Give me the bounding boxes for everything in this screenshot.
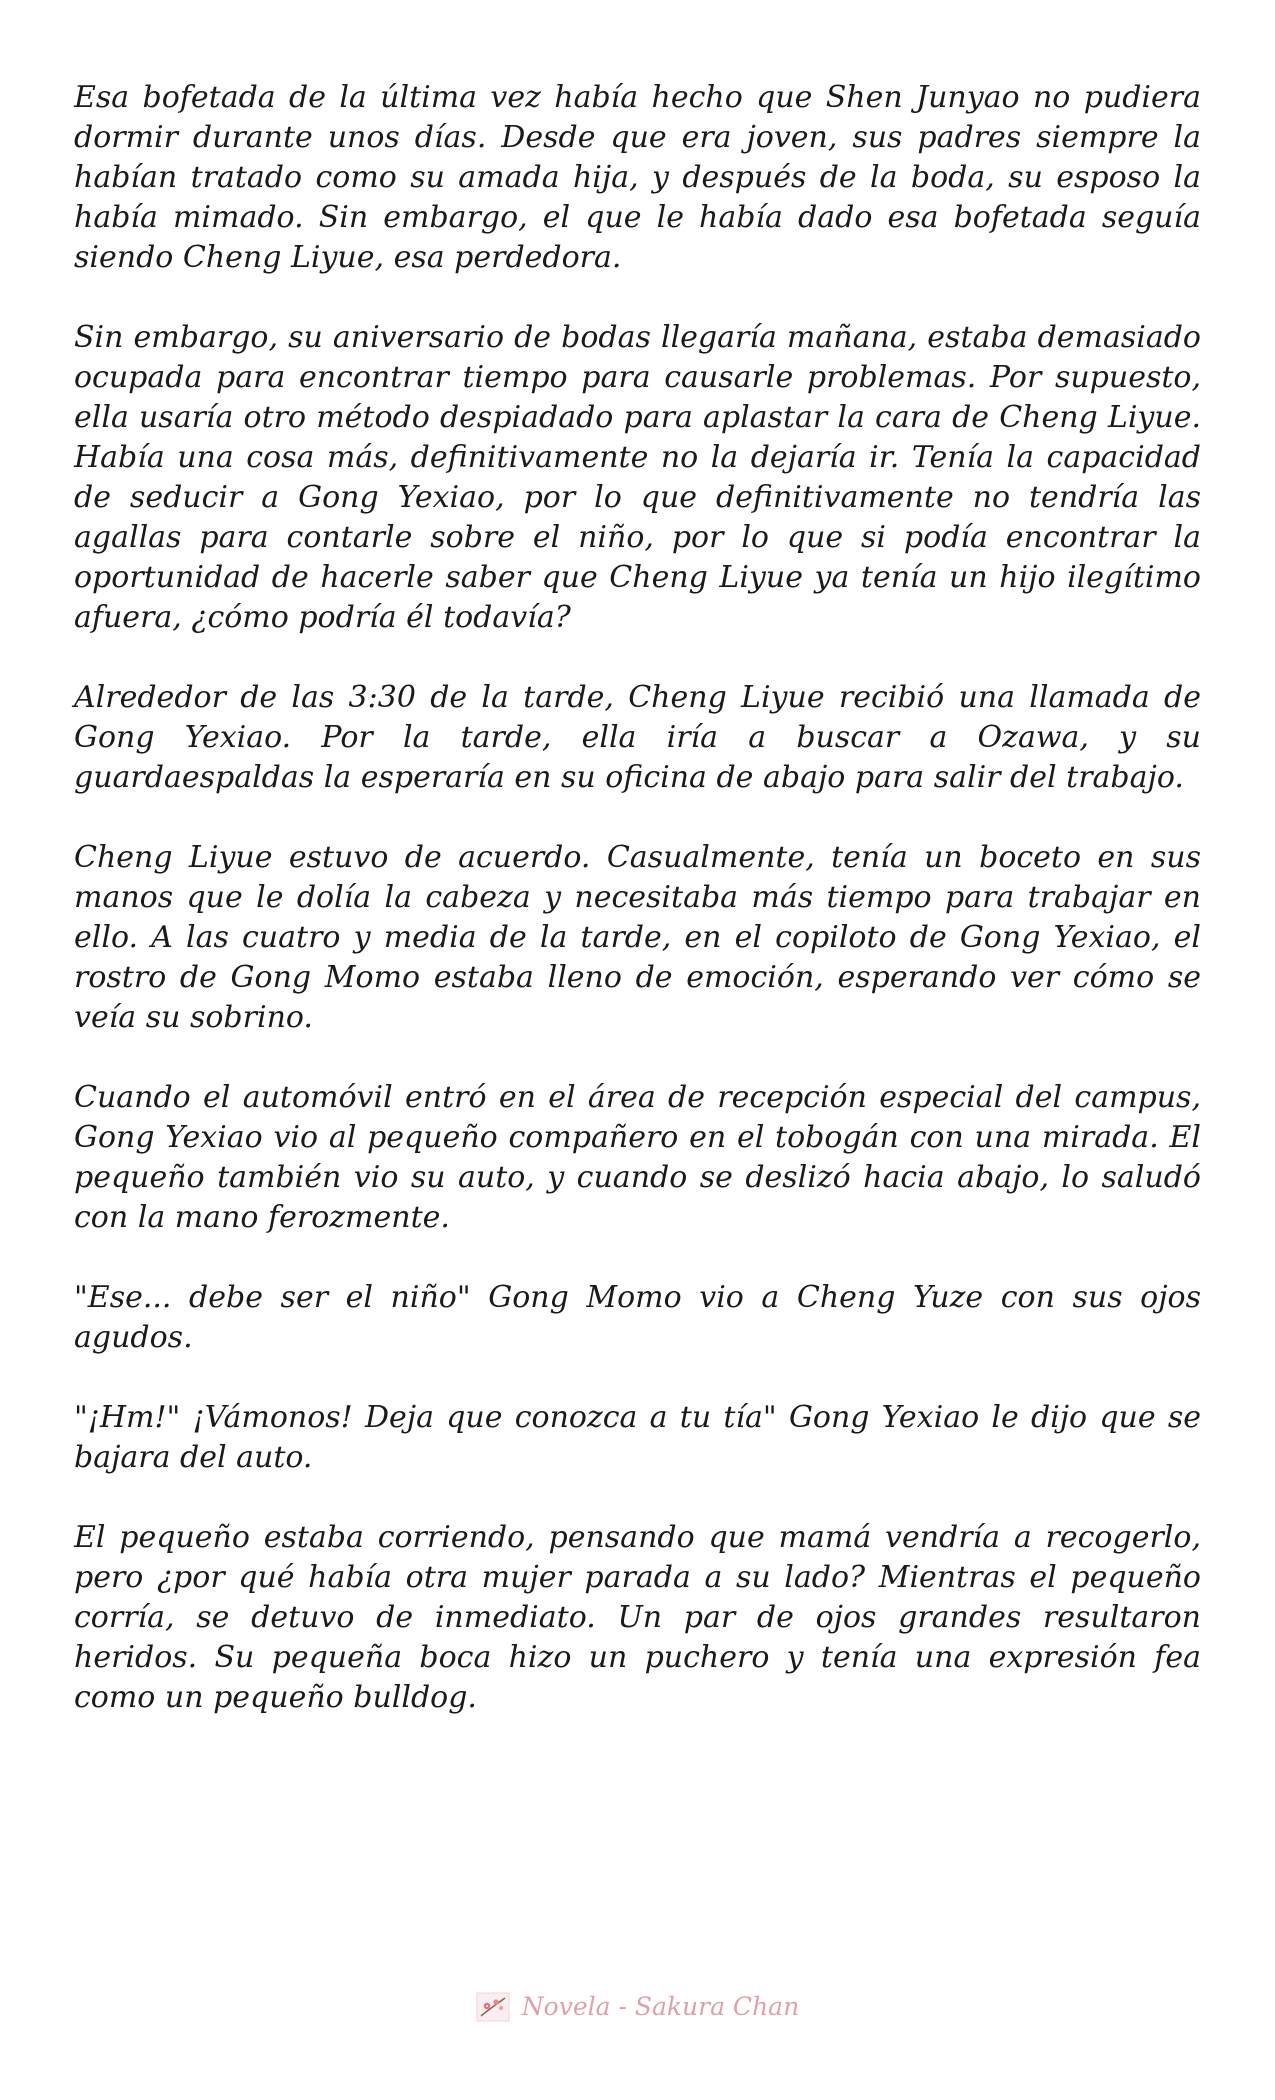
paragraph: "Ese... debe ser el niño" Gong Momo vio a Cheng Yuze con sus ojos agudos. — [74, 1280, 1201, 1355]
paragraph: "¡Hm!" ¡Vámonos! Deja que conozca a tu tía" Gong Yexiao le dijo que se bajara del auto. — [74, 1400, 1201, 1475]
paragraph: Cuando el automóvil entró en el área de recepción especial del campus, Gong Yexiao vio al pequeño compañero en el tobogán con una mirada. El pequeño también vio su auto, y cuando se deslizó hacia abajo, lo saludó con la mano ferozmente. — [74, 1080, 1201, 1235]
paragraph: El pequeño estaba corriendo, pensando que mamá vendría a recogerlo, pero ¿por qué había otra mujer parada a su lado? Mientras el pequeño corría, se detuvo de inmediato. Un par de ojos grandes resultaron heridos. Su pequeña boca hizo un puchero y tenía una expresión fea como un pequeño bulldog. — [74, 1520, 1201, 1715]
paragraph: Alrededor de las 3:30 de la tarde, Cheng Liyue recibió una llamada de Gong Yexiao. Por la tarde, ella iría a buscar a Ozawa, y su guardaespaldas la esperaría en su oficina de abajo para salir del trabajo. — [74, 680, 1201, 795]
watermark-text: Novela - Sakura Chan — [521, 1992, 800, 2021]
paragraph: Esa bofetada de la última vez había hecho que Shen Junyao no pudiera dormir durante unos días. Desde que era joven, sus padres siempre la habían tratado como su amada hija, y después de la boda, su esposo la había mimado. Sin embargo, el que le había dado esa bofetada seguía siendo Cheng Liyue, esa perdedora. — [74, 80, 1201, 275]
watermark-footer — [0, 1990, 1275, 2022]
cherry-blossom-icon — [476, 1992, 510, 2022]
paragraph: Sin embargo, su aniversario de bodas llegaría mañana, estaba demasiado ocupada para encontrar tiempo para causarle problemas. Por supuesto, ella usaría otro método despiadado para aplastar la cara de Cheng Liyue. Había una cosa más, definitivamente no la dejaría ir. Tenía la capacidad de seducir a Gong Yexiao, por lo que definitivamente no tendría las agallas para contarle sobre el niño, por lo que si podía encontrar la oportunidad de hacerle saber que Cheng Liyue ya tenía un hijo ilegítimo afuera, ¿cómo podría él todavía? — [74, 320, 1201, 635]
document-body — [74, 78, 1201, 1758]
paragraph: Cheng Liyue estuvo de acuerdo. Casualmente, tenía un boceto en sus manos que le dolía la cabeza y necesitaba más tiempo para trabajar en ello. A las cuatro y media de la tarde, en el copiloto de Gong Yexiao, el rostro de Gong Momo estaba lleno de emoción, esperando ver cómo se veía su sobrino. — [74, 840, 1201, 1035]
